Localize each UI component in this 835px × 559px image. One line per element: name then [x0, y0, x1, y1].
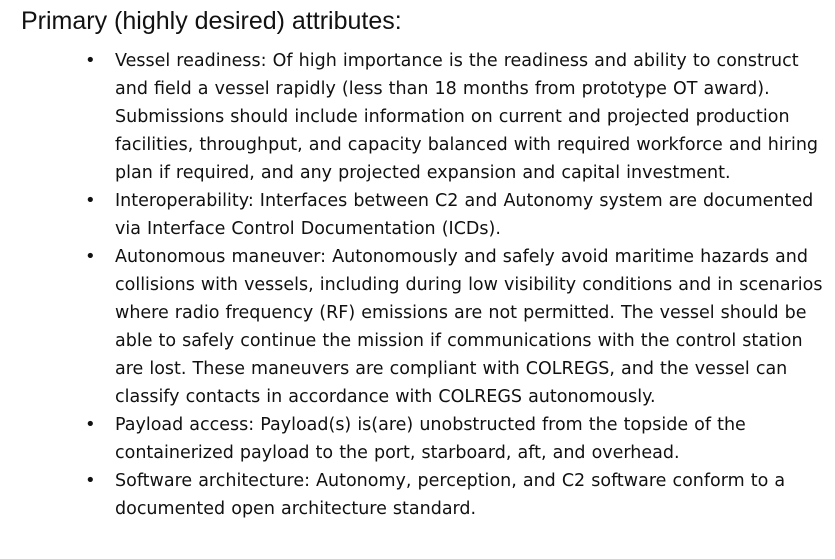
- attribute-item-autonomous-maneuver: [85, 243, 827, 411]
- attribute-text: Vessel readiness: Of high importance is the readiness and ability to construct and field a vessel rapidly (less than 18 months from prototype OT award). Submissions should include information on current and projected production facilities, throughput, and capacity balanced with required workforce and hiring plan if required, and any projected expansion and capital investment.: [115, 51, 819, 183]
- attribute-item-interoperability: [85, 187, 827, 243]
- attributes-list: [85, 47, 827, 523]
- bullet-icon: •: [85, 246, 96, 267]
- attribute-text: Autonomous maneuver: Autonomously and safely avoid maritime hazards and collisions with vessels, including during low visibility conditions and in scenarios where radio frequency (RF) emissions are not permitted. The vessel should be able to safely continue the mission if communications with the control station are lost. These maneuvers are compliant with COLREGS, and the vessel can classify contacts in accordance with COLREGS autonomously.: [115, 247, 823, 407]
- section-heading: Primary (highly desired) attributes:: [21, 7, 402, 35]
- attribute-text: Payload access: Payload(s) is(are) unobstructed from the topside of the containerized payload to the port, starboard, aft, and overhead.: [115, 415, 746, 463]
- attribute-text: Software architecture: Autonomy, perception, and C2 software conform to a documented open architecture standard.: [115, 471, 786, 519]
- attribute-text: Interoperability: Interfaces between C2 and Autonomy system are documented via Interface Control Documentation (ICDs).: [115, 191, 814, 239]
- bullet-icon: •: [85, 414, 96, 435]
- attribute-item-vessel-readiness: [85, 47, 827, 187]
- attribute-item-payload-access: [85, 411, 827, 467]
- bullet-icon: •: [85, 470, 96, 491]
- bullet-icon: •: [85, 190, 96, 211]
- attribute-item-software-architecture: [85, 467, 827, 523]
- bullet-icon: •: [85, 50, 96, 71]
